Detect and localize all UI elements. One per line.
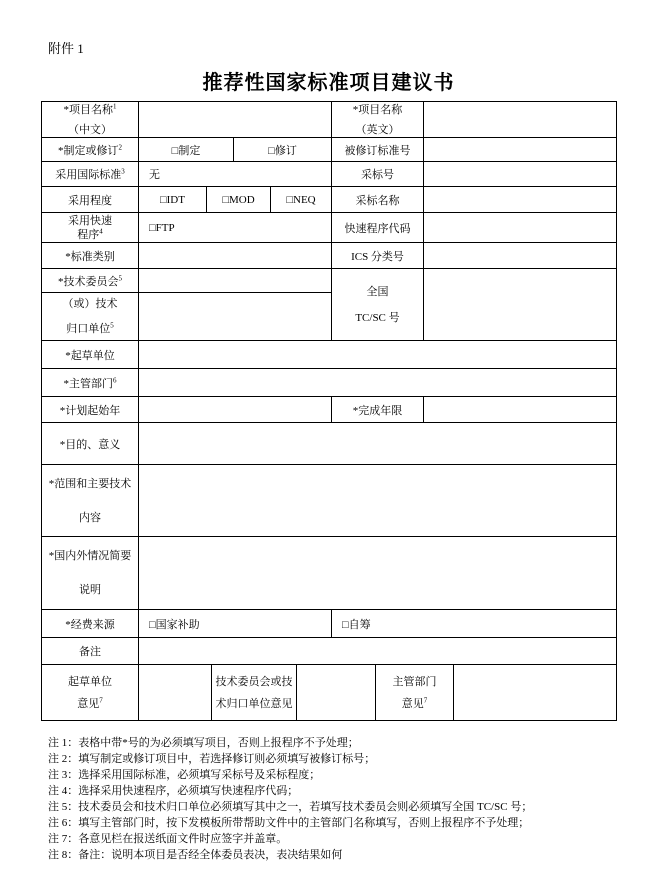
situation-input-cell[interactable] <box>139 537 617 610</box>
table-row <box>42 162 617 187</box>
field-label-purpose: *目的、意义 <box>42 423 139 465</box>
note-2: 注 2：填写制定或修订项目中，若选择修订则必须填写被修订标号； <box>48 753 376 765</box>
note-4: 注 4：选择采用快速程序，必须填写快速程序代码； <box>48 785 299 797</box>
field-label-fast-track: 采用快速 程序$^4$ <box>42 213 139 243</box>
drafting-unit-opinion-input-cell[interactable] <box>139 665 212 721</box>
field-label-drafting-unit: *起草单位 <box>42 341 139 369</box>
revised-standard-no-input-cell[interactable] <box>424 138 617 162</box>
table-row <box>42 187 617 213</box>
field-label-scope: *范围和主要技术 内容 <box>42 465 139 537</box>
table-row <box>42 610 617 638</box>
checkbox-self-funded[interactable]: □自筹 <box>332 610 617 638</box>
table-row <box>42 102 617 138</box>
table-row <box>42 537 617 610</box>
department-opinion-input-cell[interactable] <box>454 665 617 721</box>
table-row <box>42 243 617 269</box>
field-label-department-opinion: 主管部门 意见$^7$ <box>376 665 454 721</box>
remarks-input-cell[interactable] <box>139 638 617 665</box>
field-label-drafting-unit-opinion: 起草单位 意见$^7$ <box>42 665 139 721</box>
adopt-intl-standard-value[interactable]: 无 <box>139 162 332 187</box>
field-label-project-name-cn: *项目名称$^1$ （中文） <box>42 102 139 138</box>
table-row <box>42 638 617 665</box>
field-label-adopt-no: 采标号 <box>332 162 424 187</box>
note-6: 注 6：填写主管部门时，按下发模板所带帮助文件中的主管部门名称填写，否则上报程序不予处理； <box>48 817 530 829</box>
field-label-fast-track-code: 快速程序代码 <box>332 213 424 243</box>
checkbox-mod[interactable]: □MOD <box>207 187 271 213</box>
table-row <box>42 293 332 341</box>
scope-input-cell[interactable] <box>139 465 617 537</box>
checkbox-neq[interactable]: □NEQ <box>271 187 332 213</box>
checkbox-state-subsidy[interactable]: □国家补助 <box>139 610 332 638</box>
standard-category-input-cell[interactable] <box>139 243 332 269</box>
project-name-en-input-cell[interactable] <box>424 102 617 138</box>
field-label-competent-department: *主管部门$^6$ <box>42 369 139 397</box>
field-label-plan-start-year: *计划起始年 <box>42 397 139 423</box>
table-row <box>42 369 617 397</box>
field-label-project-name-en: *项目名称 （英文） <box>332 102 424 138</box>
field-label-national-tcsc-no: 全国 TC/SC 号 <box>332 269 424 341</box>
field-label-adopt-intl-standard: 采用国际标准$^3$ <box>42 162 139 187</box>
competent-department-input-cell[interactable] <box>139 369 617 397</box>
table-row <box>42 423 617 465</box>
table-row-tc-block <box>42 269 617 341</box>
table-row <box>42 269 332 293</box>
page-title: 推荐性国家标准项目建议书 <box>202 72 455 94</box>
note-8: 注 8：备注：说明本项目是否经全体委员表决，表决结果如何 <box>48 849 343 861</box>
table-row <box>42 665 617 721</box>
adopt-no-input-cell[interactable] <box>424 162 617 187</box>
note-1: 注 1：表格中带*号的为必须填写项目，否则上报程序不予处理； <box>48 737 359 749</box>
table-row <box>42 465 617 537</box>
field-label-make-or-revise: *制定或修订$^2$ <box>42 138 139 162</box>
tc-opinion-input-cell[interactable] <box>297 665 376 721</box>
tc-left-subgrid <box>42 269 332 341</box>
note-5: 注 5：技术委员会和技术归口单位必须填写其中之一，若填写技术委员会则必须填写全国 TC/SC 号； <box>48 801 533 813</box>
ics-no-input-cell[interactable] <box>424 243 617 269</box>
completion-deadline-input-cell[interactable] <box>424 397 617 423</box>
project-name-cn-input-cell[interactable] <box>139 102 332 138</box>
fast-track-code-input-cell[interactable] <box>424 213 617 243</box>
attachment-label: 附件 1 <box>48 41 84 56</box>
note-3: 注 3：选择采用国际标准，必须填写采标号及采标程度； <box>48 769 321 781</box>
field-label-revised-standard-no: 被修订标准号 <box>332 138 424 162</box>
field-label-adoption-degree: 采用程度 <box>42 187 139 213</box>
checkbox-idt[interactable]: □IDT <box>139 187 207 213</box>
field-label-completion-deadline: *完成年限 <box>332 397 424 423</box>
field-label-technical-committee: *技术委员会$^5$ <box>42 269 139 293</box>
proposal-form-table <box>41 101 617 721</box>
field-label-centralized-unit: （或）技术 归口单位$^5$ <box>42 293 139 341</box>
field-label-standard-category: *标准类别 <box>42 243 139 269</box>
checkbox-make[interactable]: □制定 <box>139 138 234 162</box>
purpose-input-cell[interactable] <box>139 423 617 465</box>
plan-start-year-input-cell[interactable] <box>139 397 332 423</box>
field-label-adopt-name: 采标名称 <box>332 187 424 213</box>
field-label-funding-source: *经费来源 <box>42 610 139 638</box>
field-label-remarks: 备注 <box>42 638 139 665</box>
table-row <box>42 213 617 243</box>
field-label-ics-no: ICS 分类号 <box>332 243 424 269</box>
checkbox-revise[interactable]: □修订 <box>234 138 332 162</box>
technical-committee-input-cell[interactable] <box>139 269 332 293</box>
drafting-unit-input-cell[interactable] <box>139 341 617 369</box>
centralized-unit-input-cell[interactable] <box>139 293 332 341</box>
note-7: 注 7：各意见栏在报送纸面文件时应签字并盖章。 <box>48 833 288 845</box>
field-label-situation: *国内外情况简要 说明 <box>42 537 139 610</box>
checkbox-ftp[interactable]: □FTP <box>139 213 332 243</box>
table-row <box>42 138 617 162</box>
field-label-tc-opinion: 技术委员会或技术归口单位意见 <box>212 665 297 721</box>
adopt-name-input-cell[interactable] <box>424 187 617 213</box>
national-tcsc-no-input-cell[interactable] <box>424 269 617 341</box>
table-row <box>42 397 617 423</box>
table-row <box>42 341 617 369</box>
footnotes <box>48 735 628 863</box>
